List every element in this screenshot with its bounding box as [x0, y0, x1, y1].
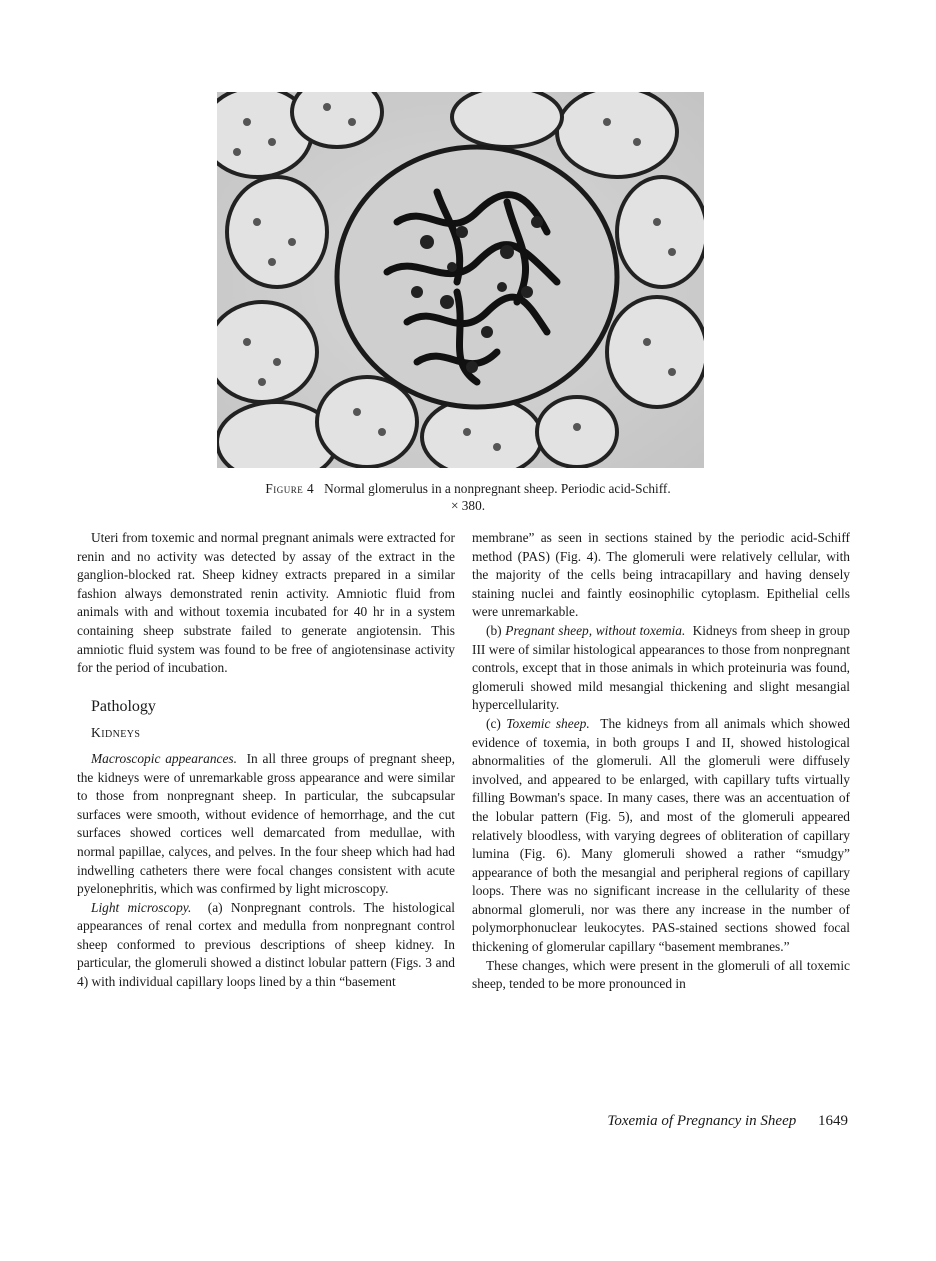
subsection-heading-kidneys: Kidneys [91, 725, 141, 741]
figure-caption [150, 480, 786, 514]
pregnant-without-toxemia-paragraph [472, 622, 850, 715]
b-marker: (b) [486, 622, 502, 638]
macroscopic-title: Macroscopic appearances. [91, 750, 237, 766]
macroscopic-text: In all three groups of pregnant sheep, the kidneys were of unremarkable gross appearance and were similar to those from nonpregnant sheep. In particular, the subcapsular surfaces were smooth, without evidence of hemorrhage, and the cut surfaces showed cortices well demarcated from medullae, with normal papillae, calyces, and pelves. In the four sheep which had had indwelling catheters there were focal changes consistent with acute pyelonephritis, which was confirmed by light microscopy. [77, 750, 455, 897]
toxemic-sheep-paragraph [472, 715, 850, 957]
c-title: Toxemic sheep. [506, 715, 590, 731]
continuation-paragraph: membrane” as seen in sections stained by the periodic acid-Schiff method (PAS) (Fig. 4). The glomeruli were relatively cellular, with the majority of the cells being intracapillary and having densely staining nuclei and faintly eosinophilic cytoplasm. Epithelial cells were unremarkable. [472, 530, 850, 620]
figure-magnification: × 380. [450, 498, 486, 513]
light-microscopy-text: Nonpregnant controls. The histological appearances of renal cortex and medulla from nonpregnant control sheep conformed to previous descriptions of sheep kidney. In particular, the glomeruli showed a distinct lobular pattern (Figs. 3 and 4) with individual capillary loops lined by a thin “basement [77, 899, 455, 990]
light-microscopy-paragraph [77, 899, 455, 992]
glomerulus-micrograph-image [217, 92, 704, 468]
intro-paragraph: Uteri from toxemic and normal pregnant animals were extracted for renin and no activity was detected by assay of the extract in the ganglion-blocked rat. Sheep kidney extracts prepared in a similar fashion always demonstrated renin activity. Amniotic fluid from animals with and without toxemia incubated for 40 hr in a system containing sheep substrate failed to generate angiotensin. This amniotic fluid system was found to be free of angiotensinase activity for the period of incubation. [77, 530, 455, 676]
figure-micrograph [217, 92, 704, 468]
b-text: Kidneys from sheep in group III were of similar histological appearances to those from nonpregnant controls, except that in those animals in which proteinuria was found, glomeruli showed mild mesangial thickening and slight mesangial hypercellularity. [472, 622, 850, 713]
page-footer [607, 1113, 848, 1130]
b-title: Pregnant sheep, without toxemia. [505, 622, 686, 638]
light-microscopy-marker: (a) [207, 899, 223, 915]
c-text: The kidneys from all animals which showed evidence of toxemia, in both groups I and II, showed histological abnormalities of the glomeruli. All the glomeruli were diffusely involved, and appeared to be enlarged, with capillary tufts virtually filling Bowman's space. In many cases, there was an accentuation of the lobular pattern (Fig. 5), and most of the glomeruli appeared relatively bloodless, with varying degrees of obliteration of capillary lumina (Fig. 6). Many glomeruli showed a rather “smudgy” appearance of both the mesangial and peripheral regions of capillary loops. There was no significant increase in the cellularity of these abnormal glomeruli, nor was there any increase in the number of polymorphonuclear leukocytes. PAS-stained sections showed focal thickening of glomerular capillary “basement membranes.” [472, 715, 850, 955]
c-marker: (c) [486, 715, 501, 731]
macroscopic-paragraph [77, 750, 455, 899]
figure-caption-text: Normal glomerulus in a nonpregnant sheep. Periodic acid-Schiff. [324, 481, 671, 496]
running-title: Toxemia of Pregnancy in Sheep [607, 1113, 797, 1129]
page-number: 1649 [818, 1113, 848, 1129]
figure-label: Figure 4 [265, 481, 315, 496]
left-column [77, 529, 455, 992]
light-microscopy-title: Light microscopy. [91, 899, 192, 915]
section-heading-pathology: Pathology [91, 697, 156, 715]
right-column [472, 529, 850, 994]
last-paragraph: These changes, which were present in the glomeruli of all toxemic sheep, tended to be more pronounced in [472, 957, 850, 992]
